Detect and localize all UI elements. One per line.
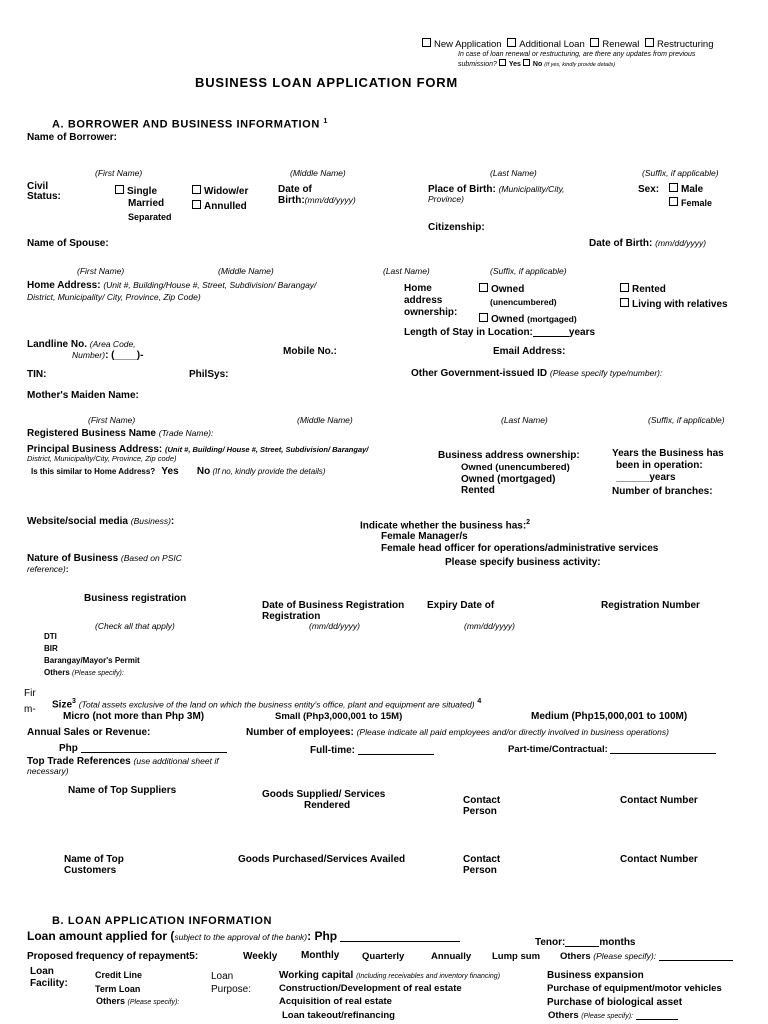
website-hint: (Business) (130, 516, 171, 526)
facility-credit-line[interactable]: Credit Line (95, 970, 143, 980)
indicate-footnote: 2 (526, 519, 531, 526)
dob-format-hint: (mm/dd/yyyy) (304, 195, 356, 205)
home-address-hint-1: (Unit #, Building/House #, Street, Subdivision/ Barangay/ (103, 280, 317, 290)
purpose-others-hint: (Please specify): (581, 1013, 634, 1020)
size-text: Size (52, 699, 73, 711)
top-trade-hint-2: necessary) (27, 766, 69, 776)
annulled-checkbox[interactable] (192, 200, 201, 209)
restructuring-checkbox[interactable] (645, 38, 654, 47)
principal-address-text: Principal Business Address: (27, 444, 163, 455)
landline-area-code-field[interactable]: : (____)- (105, 350, 144, 361)
length-of-stay-input[interactable] (533, 336, 569, 337)
update-no-checkbox[interactable] (523, 59, 530, 66)
loan-amount-label: Loan amount applied for (27, 929, 167, 943)
tenor-months: months (599, 937, 636, 948)
small-option[interactable]: Small (Php3,000,001 to 15M) (275, 711, 403, 722)
size-hint: (Total assets exclusive of the land on which the business entity's office, plant and equipment are situated) (78, 699, 475, 710)
biz-owned-mortgaged-option[interactable]: Owned (mortgaged) (461, 474, 556, 485)
working-capital-hint: (Including receivables and inventory financing) (356, 973, 501, 980)
customers-col-number: Contact Number (620, 854, 698, 865)
landline-hint-2: Number) (72, 350, 106, 360)
date-of-registration-1: Date of Business Registration (262, 600, 405, 611)
mother-suffix-hint: (Suffix, if applicable) (648, 415, 725, 425)
suppliers-col-contact-2: Person (463, 806, 497, 817)
home-rented-label: Rented (632, 284, 666, 295)
sales-php-row (59, 743, 227, 754)
section-a-title: A. BORROWER AND BUSINESS INFORMATION (52, 118, 320, 131)
frequency-text: Proposed frequency of repayment (27, 951, 190, 962)
expiry-date-label: Expiry Date of (427, 600, 495, 611)
frequency-footnote: 5 (189, 951, 195, 962)
medium-option[interactable]: Medium (Php15,000,001 to 100M) (531, 711, 688, 722)
reg-dti[interactable]: DTI (44, 632, 57, 641)
freq-monthly[interactable]: Monthly (301, 950, 340, 961)
loan-amount-row (27, 930, 460, 943)
freq-others-input[interactable] (659, 960, 733, 961)
similar-home-question: Is this similar to Home Address? (31, 467, 156, 476)
facility-others-row (96, 997, 179, 1007)
length-of-stay-years: years (568, 327, 596, 338)
single-label: Single (127, 186, 158, 197)
facility-others[interactable]: Others (96, 996, 126, 1006)
website-label: Website/social media (Business): (27, 516, 175, 527)
home-owned-checkbox[interactable] (479, 283, 488, 292)
freq-weekly[interactable]: Weekly (243, 951, 278, 962)
principal-hint-2: District, Municipality/City, Province, Zip code) (27, 454, 177, 463)
loan-php-label: : Php (307, 929, 338, 943)
update-note: (If yes, kindly provide details) (544, 62, 616, 68)
biz-rented-option[interactable]: Rented (461, 485, 495, 496)
female-manager-option[interactable]: Female Manager/s (381, 531, 468, 542)
home-rented-option[interactable] (620, 283, 666, 295)
form-title: BUSINESS LOAN APPLICATION FORM (195, 75, 459, 90)
loan-facility-label-1: Loan (30, 966, 54, 977)
purpose-working-capital[interactable] (279, 970, 500, 981)
section-a-footnote: 1 (323, 118, 329, 125)
renewal-checkbox[interactable] (590, 38, 599, 47)
branches-label: Number of branches: (612, 486, 713, 497)
suppliers-col-contact-1: Contact (463, 795, 501, 806)
working-capital-label: Working capital (279, 970, 354, 981)
top-trade-text: Top Trade References (27, 756, 131, 767)
purpose-takeout[interactable]: Loan takeout/refinancing (282, 1010, 395, 1021)
landline-label (27, 339, 136, 350)
other-id-text: Other Government-issued ID (411, 368, 548, 379)
reg-barangay-permit[interactable]: Barangay/Mayor's Permit (44, 656, 140, 665)
update-yes-checkbox[interactable] (499, 59, 506, 66)
living-with-relatives-option[interactable] (620, 298, 728, 310)
similar-yes-option[interactable]: Yes (161, 466, 179, 477)
part-time-label: Part-time/Contractual: (508, 744, 608, 755)
update-yes-label: Yes (508, 61, 521, 68)
dob-label-1: Date of (278, 184, 312, 195)
facility-others-hint: (Please specify): (127, 999, 180, 1006)
business-ownership-label: Business address ownership: (438, 450, 580, 461)
similar-home-row (31, 466, 325, 477)
suppliers-col-goods-1: Goods Supplied/ Services (262, 789, 386, 800)
mother-last-name-hint: (Last Name) (501, 415, 548, 425)
name-of-spouse-label: Name of Spouse: (27, 238, 109, 249)
length-of-stay-label: Length of Stay in Location: (404, 327, 533, 338)
widow-checkbox[interactable] (192, 185, 201, 194)
loan-amount-input[interactable] (340, 941, 460, 942)
mothers-maiden-label: Mother's Maiden Name: (27, 390, 139, 401)
registered-business-name-label (27, 428, 213, 439)
nature-text: Nature of Business (27, 553, 119, 564)
full-time-input[interactable] (358, 754, 434, 755)
loan-amount-paren: ( (170, 929, 175, 943)
section-a-heading (52, 118, 328, 131)
facility-term-loan[interactable]: Term Loan (95, 984, 141, 994)
living-with-relatives-label: Living with relatives (632, 299, 728, 310)
spouse-last-name-hint: (Last Name) (383, 266, 430, 276)
annulled-option[interactable] (192, 200, 247, 212)
home-owned-option[interactable] (479, 283, 524, 295)
expiry-date-format: (mm/dd/yyyy) (464, 621, 515, 631)
unencumbered-label: (unencumbered) (490, 297, 557, 307)
new-application-label: New Application (434, 39, 502, 50)
place-of-birth-text: Place of Birth: (428, 184, 496, 195)
male-label: Male (681, 184, 704, 195)
borrower-last-name-hint: (Last Name) (490, 168, 537, 178)
suppliers-col-name: Name of Top Suppliers (68, 785, 177, 796)
freq-lump-sum[interactable]: Lump sum (492, 951, 541, 962)
mother-first-name-hint: (First Name) (88, 415, 136, 425)
home-owned-mortgaged-label: Owned (491, 314, 525, 325)
indicate-label (360, 519, 530, 531)
renewal-note-line1: In case of loan renewal or restructuring, are there any updates from previous (458, 51, 696, 58)
purpose-expansion[interactable]: Business expansion (547, 970, 644, 981)
spouse-first-name-hint: (First Name) (77, 266, 125, 276)
other-id-hint: (Please specify type/number): (549, 368, 663, 378)
indicate-text: Indicate whether the business has: (360, 520, 527, 532)
suppliers-col-goods-2: Rendered (304, 800, 351, 811)
similar-no-option[interactable]: No (196, 466, 211, 477)
freq-others-hint: (Please specify): (593, 951, 657, 961)
home-owned-mortgaged-checkbox[interactable] (479, 313, 488, 322)
home-owned-mortgaged-option[interactable] (479, 313, 577, 325)
registration-date-format: (mm/dd/yyyy) (309, 621, 360, 631)
section-b-heading: B. LOAN APPLICATION INFORMATION (52, 915, 273, 927)
landline-text: Landline No. (27, 339, 87, 350)
renewal-note-question: submission? (458, 61, 497, 68)
borrower-first-name-hint: (First Name) (95, 168, 143, 178)
single-checkbox[interactable] (115, 185, 124, 194)
full-time-row (310, 745, 434, 756)
purpose-bio-asset[interactable]: Purchase of biological asset (547, 997, 683, 1008)
home-ownership-label-2: address (404, 295, 443, 306)
biz-owned-unencumbered-option[interactable]: Owned (unencumbered) (461, 462, 570, 473)
specify-activity-label: Please specify business activity: (445, 557, 601, 568)
borrower-suffix-hint: (Suffix, if applicable) (642, 168, 719, 178)
female-option[interactable] (669, 197, 712, 209)
frequency-label (27, 951, 198, 962)
living-with-relatives-checkbox[interactable] (620, 298, 629, 307)
home-owned-label: Owned (491, 284, 525, 295)
tin-label: TIN: (27, 369, 47, 380)
top-trade-hint: (use additional sheet if (133, 756, 219, 766)
full-time-label: Full-time: (310, 745, 355, 756)
borrower-middle-name-hint: (Middle Name) (290, 168, 346, 178)
customers-col-contact-2: Person (463, 865, 497, 876)
customers-col-name-2: Customers (64, 865, 117, 876)
renewal-note-line2 (458, 59, 615, 69)
single-option[interactable] (115, 185, 157, 197)
mother-middle-name-hint: (Middle Name) (297, 415, 353, 425)
home-address-hint-2: District, Municipality/ City, Province, Zip Code) (27, 292, 201, 302)
tenor-label: Tenor: (535, 937, 566, 948)
part-time-row (508, 745, 716, 755)
similar-hint: (If no, kindly provide the details) (212, 467, 326, 476)
website-text: Website/social media (27, 516, 128, 527)
annulled-label: Annulled (204, 201, 247, 212)
purpose-acquisition[interactable]: Acquisition of real estate (279, 996, 392, 1007)
years-in-operation-3[interactable]: ______years (616, 472, 676, 483)
purpose-equipment[interactable]: Purchase of equipment/motor vehicles (547, 983, 722, 994)
annual-sales-input[interactable] (81, 752, 227, 753)
freq-others-row (560, 952, 733, 962)
freq-quarterly[interactable]: Quarterly (362, 951, 405, 962)
employees-text: Number of employees: (246, 727, 354, 738)
renewal-label: Renewal (602, 39, 640, 50)
place-hint-2: Province) (428, 194, 464, 204)
part-time-input[interactable] (610, 753, 716, 754)
spouse-middle-name-hint: (Middle Name) (218, 266, 274, 276)
loan-facility-label-2: Facility: (30, 978, 68, 989)
dob-label-2 (278, 195, 356, 206)
freq-others[interactable]: Others (560, 951, 591, 962)
spouse-dob-text: Date of Birth: (589, 238, 653, 249)
suppliers-col-number: Contact Number (620, 795, 698, 806)
registration-number-label: Registration Number (601, 600, 700, 611)
civil-status-label-2: Status: (27, 191, 61, 202)
update-no-label: No (532, 61, 543, 68)
purpose-construction[interactable]: Construction/Development of real estate (279, 983, 462, 994)
sex-label: Sex: (638, 184, 660, 195)
mortgaged-label: (mortgaged) (527, 314, 577, 324)
size-label (52, 698, 481, 710)
micro-option[interactable]: Micro (not more than Php 3M) (63, 711, 205, 722)
restructuring-label: Restructuring (657, 39, 714, 50)
home-rented-checkbox[interactable] (620, 283, 629, 292)
customers-col-goods: Goods Purchased/Services Availed (238, 854, 406, 865)
home-address-text: Home Address: (27, 280, 101, 291)
place-hint-1: (Municipality/City, (498, 184, 565, 194)
tenor-input[interactable] (565, 946, 599, 947)
separated-label: Separated (128, 212, 172, 222)
date-of-registration-2: Registration (262, 611, 321, 622)
widow-option[interactable] (192, 185, 248, 197)
home-address-label (27, 280, 316, 291)
email-label: Email Address: (493, 346, 566, 357)
nature-hint-1: (Based on PSIC (120, 553, 182, 563)
name-of-borrower-label: Name of Borrower: (27, 132, 118, 143)
spouse-suffix-hint: (Suffix, if applicable) (490, 266, 567, 276)
female-checkbox[interactable] (669, 197, 678, 206)
additional-loan-checkbox[interactable] (507, 38, 516, 47)
employees-hint: (Please indicate all paid employees and/or directly involved in business operations) (356, 727, 669, 737)
male-checkbox[interactable] (669, 183, 678, 192)
other-id-label (411, 368, 662, 379)
years-in-operation-2: been in operation: (616, 460, 703, 471)
new-application-checkbox[interactable] (422, 38, 431, 47)
philsys-label: PhilSys: (189, 369, 229, 380)
customers-col-contact-1: Contact (463, 854, 501, 865)
reg-others-hint: (Please specify): (72, 670, 124, 677)
years-in-operation-1: Years the Business has (612, 448, 724, 459)
tenor-row (535, 937, 635, 948)
size-footnote: 3 (72, 698, 76, 705)
frequency-colon: : (194, 951, 199, 962)
male-option[interactable] (669, 183, 703, 195)
freq-annually[interactable]: Annually (431, 951, 472, 962)
civil-status-label-1: Civil (27, 181, 49, 192)
firm-label-2: m- (24, 704, 36, 715)
additional-loan-label: Additional Loan (519, 39, 585, 50)
employees-label (246, 727, 669, 738)
application-type-row (422, 38, 714, 50)
length-of-stay-row (404, 327, 595, 338)
customers-col-name-1: Name of Top (64, 854, 124, 865)
dob-label-text: Birth: (278, 195, 305, 206)
purpose-others[interactable]: Others (548, 1010, 579, 1021)
firm-label-1: Fir (24, 688, 36, 699)
reg-others-label: Others (44, 668, 70, 677)
annual-sales-label: Annual Sales or Revenue: (27, 727, 151, 738)
citizenship-label: Citizenship: (428, 222, 485, 233)
loan-purpose-label-1: Loan (211, 971, 234, 982)
loan-purpose-label-2: Purpose: (211, 984, 252, 995)
business-name-text: Registered Business Name (27, 428, 156, 439)
nature-of-business-label (27, 553, 182, 564)
widow-label: Widow/er (204, 186, 249, 197)
reg-bir[interactable]: BIR (44, 644, 58, 653)
purpose-others-input[interactable] (636, 1019, 678, 1020)
nature-hint-2: reference) (27, 564, 66, 574)
landline-row-2 (72, 350, 143, 361)
loan-amount-hint: subject to the approval of the bank) (174, 932, 308, 942)
business-registration-label: Business registration (84, 593, 187, 604)
sales-php-label: Php (59, 743, 78, 754)
purpose-others-row (548, 1011, 678, 1021)
check-all-hint: (Check all that apply) (95, 621, 175, 631)
principal-hint-1: (Unit #, Building/ House #, Street, Subdivision/ Barangay/ (165, 445, 369, 454)
landline-hint-1: (Area Code, (89, 339, 136, 349)
home-ownership-label-3: ownership: (404, 307, 458, 318)
nature-hint-2-row: reference): (27, 564, 69, 574)
female-head-option[interactable]: Female head officer for operations/administrative services (381, 543, 659, 554)
female-label: Female (681, 198, 713, 208)
married-label: Married (128, 198, 165, 209)
size-footnote-2: 4 (477, 698, 482, 705)
trade-name-hint: (Trade Name): (158, 428, 214, 438)
home-ownership-label-1: Home (404, 283, 432, 294)
mobile-label: Mobile No.: (283, 346, 337, 357)
spouse-dob-label (589, 238, 706, 249)
spouse-dob-format: (mm/dd/yyyy) (655, 238, 707, 248)
reg-others[interactable] (44, 669, 124, 678)
